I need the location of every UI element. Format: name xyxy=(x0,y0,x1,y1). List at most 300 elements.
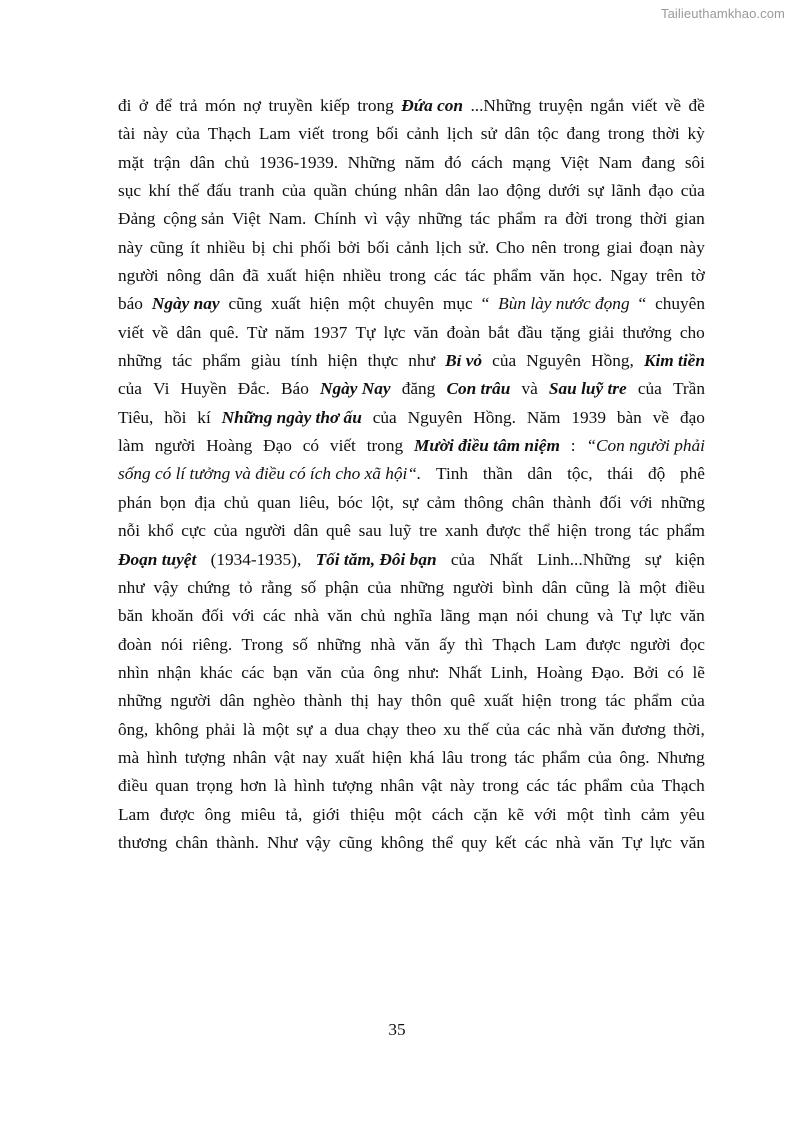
word: của xyxy=(680,691,705,711)
word: dân xyxy=(504,124,530,144)
word: viết xyxy=(118,322,144,342)
word: phê xyxy=(680,464,705,484)
word: của xyxy=(587,747,612,767)
word: Việt xyxy=(231,209,261,229)
word: đạo xyxy=(648,181,674,201)
word: Nam. xyxy=(268,209,307,229)
word: món xyxy=(205,96,236,115)
word: một xyxy=(566,804,594,824)
word: dưới xyxy=(548,181,581,201)
word: ông. xyxy=(619,747,650,767)
word: Đạo. xyxy=(591,662,625,682)
word: động xyxy=(506,181,541,201)
word: cặn xyxy=(473,804,498,824)
word: Chính xyxy=(314,209,357,229)
word: Tinh xyxy=(436,464,469,484)
word: thương xyxy=(118,832,168,852)
word: thể xyxy=(431,832,454,852)
word: thời, xyxy=(673,719,705,739)
word: hình xyxy=(146,747,178,767)
word: ông xyxy=(373,662,400,682)
word: Nam xyxy=(598,152,633,172)
text-line xyxy=(118,716,705,744)
word: người xyxy=(630,634,671,654)
word: đoạn xyxy=(639,237,674,257)
text-line xyxy=(118,432,705,460)
word: để xyxy=(155,96,172,115)
word: vậy xyxy=(385,209,411,229)
word: ấy xyxy=(439,634,456,654)
word: tác xyxy=(638,521,659,541)
emphasized-word: Kim tiền xyxy=(643,351,705,371)
word: là xyxy=(274,776,287,796)
word: tờ xyxy=(690,266,705,286)
text-line xyxy=(118,234,705,262)
word: tộc xyxy=(537,124,559,144)
word: với xyxy=(630,492,653,512)
word: Những xyxy=(347,152,396,172)
word: nghĩa xyxy=(393,606,433,626)
word: của xyxy=(282,181,306,201)
word: Linh...Những xyxy=(537,549,631,569)
watermark: Tailieuthamkhao.com xyxy=(660,6,785,21)
word: tác xyxy=(469,209,491,229)
text-line xyxy=(118,687,705,715)
word: sử xyxy=(480,124,497,144)
text-line xyxy=(118,772,705,800)
word: thế xyxy=(178,181,200,201)
word: thành xyxy=(552,492,592,512)
word: khác xyxy=(199,662,233,682)
word: đối xyxy=(599,492,622,512)
word: đoàn xyxy=(118,634,152,654)
word: trong xyxy=(389,266,426,286)
word: nói xyxy=(516,606,539,626)
word: khổ xyxy=(147,521,174,541)
word: luỹ xyxy=(389,521,412,541)
word: một xyxy=(639,577,667,597)
word: mà xyxy=(118,747,140,767)
word: xuất xyxy=(483,691,514,711)
word: Nguyên xyxy=(407,407,463,427)
word: quê xyxy=(326,521,351,541)
word: viết xyxy=(329,436,356,456)
word: nhiều xyxy=(206,237,246,257)
word: sự xyxy=(402,492,419,512)
emphasized-word: Mười điều tâm niệm xyxy=(414,436,560,456)
word: Đảng xyxy=(118,209,156,229)
word: trả xyxy=(179,96,198,115)
word: đã xyxy=(242,266,259,286)
word: viết xyxy=(298,124,325,144)
word: Ngay xyxy=(610,266,648,286)
word: với xyxy=(534,804,557,824)
word: chứng xyxy=(187,577,231,597)
word: mặt xyxy=(118,152,144,172)
word: không xyxy=(380,832,424,852)
word: kết xyxy=(495,832,517,852)
word: Trong xyxy=(241,634,284,654)
word: dân xyxy=(219,691,245,711)
word: đang xyxy=(566,124,601,144)
word: những xyxy=(317,634,362,654)
word: vậy xyxy=(153,577,179,597)
word: văn xyxy=(679,606,705,626)
word: : xyxy=(570,436,576,456)
word: đi xyxy=(118,96,132,115)
word: nhiều xyxy=(342,266,382,286)
word: nợ xyxy=(243,96,261,115)
word: Tự xyxy=(621,832,642,852)
word: những xyxy=(418,209,463,229)
word: vật xyxy=(421,776,443,796)
word: học. xyxy=(572,266,603,286)
word: của xyxy=(630,776,655,796)
word: Tự xyxy=(621,606,642,626)
word: đọc xyxy=(680,634,705,654)
word: của xyxy=(118,379,142,399)
word: Cho xyxy=(495,237,525,257)
word: mạn xyxy=(478,606,509,626)
word: bị xyxy=(252,237,266,257)
word: những xyxy=(400,577,445,597)
word: cũng xyxy=(575,577,610,597)
text-line xyxy=(118,205,705,233)
word: sự xyxy=(587,181,604,201)
word: sự xyxy=(644,549,661,569)
word: thị xyxy=(350,691,369,711)
word: lực xyxy=(383,322,406,342)
word: dân xyxy=(293,521,319,541)
word: bối xyxy=(367,237,390,257)
word: bối xyxy=(376,124,399,144)
word: “ xyxy=(481,294,490,314)
word: tre xyxy=(418,521,438,541)
word: này xyxy=(449,776,475,796)
word: nay xyxy=(302,747,328,767)
word: tỏ xyxy=(239,577,253,597)
word: thần xyxy=(482,464,513,484)
word: người xyxy=(118,266,159,286)
word: Tự xyxy=(355,322,376,342)
word: trong xyxy=(560,691,597,711)
word: có xyxy=(667,662,684,682)
word: đấu xyxy=(206,181,232,201)
word: miêu xyxy=(240,804,276,824)
word: về xyxy=(652,407,670,427)
emphasized-word: Bùn lày nước đọng xyxy=(498,294,630,314)
word: những xyxy=(118,691,162,711)
word: dân xyxy=(527,464,553,484)
word: Nhất xyxy=(448,662,482,682)
word: chuyên xyxy=(655,294,705,314)
text-line xyxy=(118,546,705,574)
word: trong xyxy=(563,237,600,257)
word: và xyxy=(597,606,614,626)
word: hiện xyxy=(327,351,358,371)
word: ông, xyxy=(118,719,149,739)
word: sau xyxy=(358,521,382,541)
word: trọng xyxy=(196,776,233,796)
word: Đạo xyxy=(263,436,292,456)
word: quy xyxy=(461,832,488,852)
word: văn xyxy=(588,832,614,852)
word: yêu xyxy=(679,804,705,824)
word: thôn xyxy=(410,691,442,711)
word: về xyxy=(664,96,682,115)
word: tác xyxy=(556,776,577,796)
word: các xyxy=(241,662,265,682)
word: đó xyxy=(444,152,462,172)
word: người xyxy=(154,436,196,456)
word: lẽ xyxy=(692,662,705,682)
word: 1939 xyxy=(571,407,606,427)
word: xuất xyxy=(266,266,297,286)
word: nhân xyxy=(232,747,267,767)
word: Nhưng xyxy=(657,747,705,767)
emphasized-word: Ngày nay xyxy=(151,294,220,314)
word: được xyxy=(159,804,195,824)
word: khá xyxy=(409,747,435,767)
word: người xyxy=(170,691,212,711)
document-body xyxy=(118,92,705,857)
word: ...Những xyxy=(470,96,532,115)
word: chuyên xyxy=(384,294,434,314)
word: Trần xyxy=(672,379,705,399)
word: phối xyxy=(300,237,332,257)
word: truyền xyxy=(268,96,313,115)
word: độ xyxy=(647,464,666,484)
word: dân xyxy=(176,322,202,342)
word: của xyxy=(637,379,662,399)
word: viết xyxy=(631,96,658,115)
word: các xyxy=(526,776,550,796)
word: lịch xyxy=(446,124,473,144)
word: tài xyxy=(118,124,136,144)
word: Hoàng xyxy=(536,662,583,682)
word: vật xyxy=(273,747,296,767)
word: rằng xyxy=(261,577,292,597)
word: nhà xyxy=(294,606,320,626)
word: làm xyxy=(118,436,144,456)
word: Tiêu, xyxy=(118,407,154,427)
word: của xyxy=(450,549,475,569)
word: trong xyxy=(595,209,633,229)
word: trận xyxy=(153,152,181,172)
word: nhân xyxy=(380,776,414,796)
text-line xyxy=(118,489,705,517)
word: dân xyxy=(541,577,567,597)
word: một xyxy=(348,294,376,314)
word: tượng xyxy=(332,776,373,796)
word: xuất xyxy=(334,747,365,767)
text-line xyxy=(118,631,705,659)
word: lực xyxy=(650,832,672,852)
word: của xyxy=(340,662,365,682)
word: phán xyxy=(118,492,152,512)
word: lịch xyxy=(435,237,462,257)
word: cách xyxy=(471,152,503,172)
word: nói xyxy=(160,634,184,654)
word: gian xyxy=(675,209,705,229)
word: tranh xyxy=(239,181,275,201)
word: cũng xyxy=(228,294,263,314)
word: giai xyxy=(606,237,633,257)
text-line xyxy=(118,347,705,375)
text-line xyxy=(118,801,705,829)
word: thành xyxy=(303,691,343,711)
word: quần xyxy=(313,181,348,201)
page-number: 35 xyxy=(388,1020,406,1039)
word: của xyxy=(372,407,397,427)
word: của xyxy=(213,521,238,541)
word: sử. xyxy=(468,237,489,257)
word: ra xyxy=(544,209,558,229)
word: hiện xyxy=(521,691,552,711)
word: vậy xyxy=(305,832,331,852)
text-line xyxy=(118,574,705,602)
emphasized-word: Những ngày thơ ấu xyxy=(221,407,362,427)
word: Báo xyxy=(281,379,309,399)
word: hiện xyxy=(557,521,588,541)
word: Hồng, xyxy=(591,351,634,371)
word: Vi xyxy=(153,379,170,399)
word: văn xyxy=(680,832,705,852)
word: điều xyxy=(675,577,705,597)
word: băn xyxy=(118,606,143,626)
text-line xyxy=(118,375,705,403)
word: thì xyxy=(464,634,484,654)
word: văn xyxy=(327,606,353,626)
word: một xyxy=(262,719,290,739)
word: giải xyxy=(588,322,615,342)
word: quan xyxy=(257,492,291,512)
word: Thạch xyxy=(492,634,536,654)
word: Bởi xyxy=(633,662,659,682)
word: chân xyxy=(175,832,209,852)
word: đối xyxy=(201,606,224,626)
word: chúng xyxy=(354,181,397,201)
text-line xyxy=(118,262,705,290)
word: điều xyxy=(118,776,148,796)
word: tác xyxy=(172,351,193,371)
word: Thạch xyxy=(207,124,251,144)
word: chủ xyxy=(360,606,386,626)
word: văn xyxy=(413,322,439,342)
word: các xyxy=(527,719,551,739)
word: tác xyxy=(605,691,626,711)
word: năm xyxy=(274,322,305,342)
word: nghèo xyxy=(253,691,296,711)
word: khí xyxy=(148,181,171,201)
text-line xyxy=(118,829,705,857)
text-line xyxy=(118,744,705,772)
word: a xyxy=(319,719,328,739)
word: ít xyxy=(190,237,200,257)
word: văn xyxy=(539,266,565,286)
word: xuất xyxy=(270,294,301,314)
word: thể xyxy=(528,521,550,541)
word: những xyxy=(118,351,162,371)
word: nên xyxy=(531,237,557,257)
word: 1936-1939. xyxy=(258,152,339,172)
text-line xyxy=(118,177,705,205)
word: địa xyxy=(194,492,216,512)
text-line xyxy=(118,404,705,432)
word: trong xyxy=(594,521,632,541)
word: lãnh xyxy=(611,181,641,201)
word: đầu xyxy=(517,322,543,342)
word: thưởng xyxy=(622,322,672,342)
word: theo xyxy=(406,719,437,739)
emphasized-word: Đứa con xyxy=(401,96,463,115)
word: kỳ xyxy=(687,124,705,144)
word: phải xyxy=(205,719,236,739)
word: phẩm xyxy=(633,691,673,711)
word: đạo xyxy=(679,407,705,427)
word: hình xyxy=(294,776,325,796)
word: phẩm xyxy=(202,351,241,371)
emphasized-word: Sau luỹ tre xyxy=(548,379,627,399)
word: Năm xyxy=(526,407,561,427)
word: bình xyxy=(502,577,534,597)
word: tả, xyxy=(285,804,303,824)
word: phẩm xyxy=(584,776,623,796)
word: thông xyxy=(463,492,504,512)
word: quê xyxy=(450,691,476,711)
word: được xyxy=(486,521,521,541)
word: của xyxy=(175,124,200,144)
word: trong xyxy=(332,124,369,144)
text-line xyxy=(118,319,705,347)
word: liêu, xyxy=(299,492,330,512)
word: lãng xyxy=(440,606,471,626)
word: xu xyxy=(443,719,461,739)
word: chủ xyxy=(223,492,249,512)
word: tác xyxy=(514,747,535,767)
word: hiện xyxy=(309,294,340,314)
text-line xyxy=(118,92,705,120)
word: 1937 xyxy=(312,322,348,342)
word: Hoàng xyxy=(206,436,253,456)
word: (1934-1935), xyxy=(210,549,302,569)
text-line xyxy=(118,460,705,488)
word: khoăn xyxy=(151,606,194,626)
word: cảnh xyxy=(406,124,440,144)
text-line xyxy=(118,149,705,177)
word: hiện xyxy=(372,747,402,767)
word: chủ xyxy=(224,152,250,172)
word: trong xyxy=(470,747,507,767)
word: ở xyxy=(138,96,149,115)
word: “ xyxy=(638,294,647,314)
word: lao xyxy=(477,181,499,201)
word: chạy xyxy=(366,719,400,739)
word: nhận xyxy=(157,662,192,682)
word: trong xyxy=(482,776,519,796)
word: cực xyxy=(181,521,206,541)
word: Lam xyxy=(544,634,577,654)
word: quan xyxy=(155,776,189,796)
word: như xyxy=(118,577,145,597)
word: phận xyxy=(325,577,359,597)
word: dân xyxy=(445,181,471,201)
word: về xyxy=(152,322,169,342)
word: Lam xyxy=(118,804,150,824)
word: những xyxy=(661,492,705,512)
emphasized-word: sống có lí tưởng và điều có ích cho xã hội“. xyxy=(118,464,422,484)
word: giàu xyxy=(250,351,281,371)
